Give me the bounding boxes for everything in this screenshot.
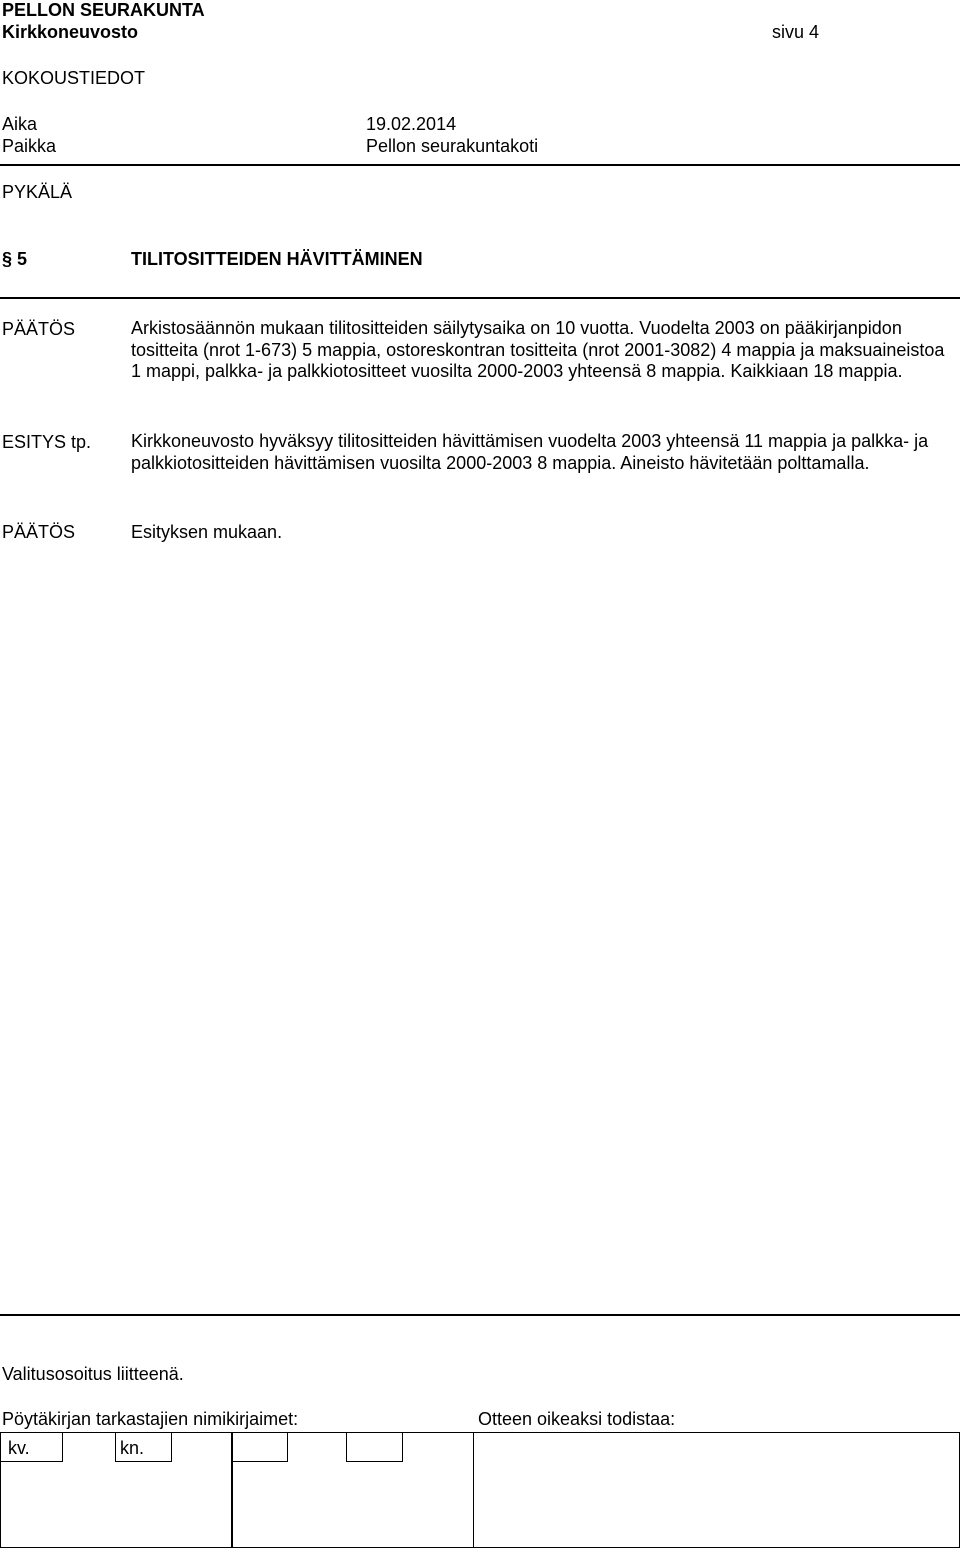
- final-decision-label: PÄÄTÖS: [2, 522, 76, 542]
- body-name: Kirkkoneuvosto: [2, 22, 139, 42]
- meeting-info-title: KOKOUSTIEDOT: [2, 68, 146, 88]
- proposal-text: Kirkkoneuvosto hyväksyy tilitositteiden hävittämisen vuodelta 2003 yhteensä 11 mappia ja palkka- ja palkkiotositteiden hävittämisen vuosilta 2000-2003 8 mappia. Aineisto hävitetään polttamalla.: [131, 431, 929, 473]
- footer-divider: [0, 1314, 960, 1316]
- certify-label: Otteen oikeaksi todistaa:: [478, 1409, 676, 1429]
- time-value: 19.02.2014: [366, 114, 457, 134]
- item-number-value: 5: [17, 249, 28, 269]
- kv-label: kv.: [8, 1438, 30, 1458]
- time-label: Aika: [2, 114, 38, 134]
- item-number: § 5: [2, 249, 28, 269]
- initial-box-4: [346, 1432, 403, 1462]
- page-number: sivu 4: [772, 22, 820, 42]
- place-label: Paikka: [2, 136, 57, 156]
- item-divider: [0, 297, 960, 299]
- organization-name: PELLON SEURAKUNTA: [2, 0, 205, 20]
- place-value: Pellon seurakuntakoti: [366, 136, 539, 156]
- item-title: TILITOSITTEIDEN HÄVITTÄMINEN: [131, 249, 423, 269]
- certification-box: [473, 1432, 960, 1548]
- appeal-note: Valitusosoitus liitteenä.: [2, 1364, 184, 1384]
- proposal-label: ESITYS tp.: [2, 432, 92, 452]
- section-header: PYKÄLÄ: [2, 182, 73, 202]
- decision-label: PÄÄTÖS: [2, 319, 76, 339]
- initials-label: Pöytäkirjan tarkastajien nimikirjaimet:: [2, 1409, 299, 1429]
- kn-label: kn.: [120, 1438, 145, 1458]
- initial-box-3: [231, 1432, 288, 1462]
- decision-text: Arkistosäännön mukaan tilitositteiden säilytysaika on 10 vuotta. Vuodelta 2003 on pääkirjanpidon tositteita (nrot 1-673) 5 mappia, ostoreskontran tositteita (nrot 2001-3082) 4 mappia ja maksuaineistoa 1 mappi, palkka- ja palkkiotositteet vuosilta 2000-2003 yhteensä 8 mappia. Kaikkiaan 18 mappia.: [131, 318, 945, 381]
- header-divider: [0, 164, 960, 166]
- final-decision-text: Esityksen mukaan.: [131, 522, 283, 542]
